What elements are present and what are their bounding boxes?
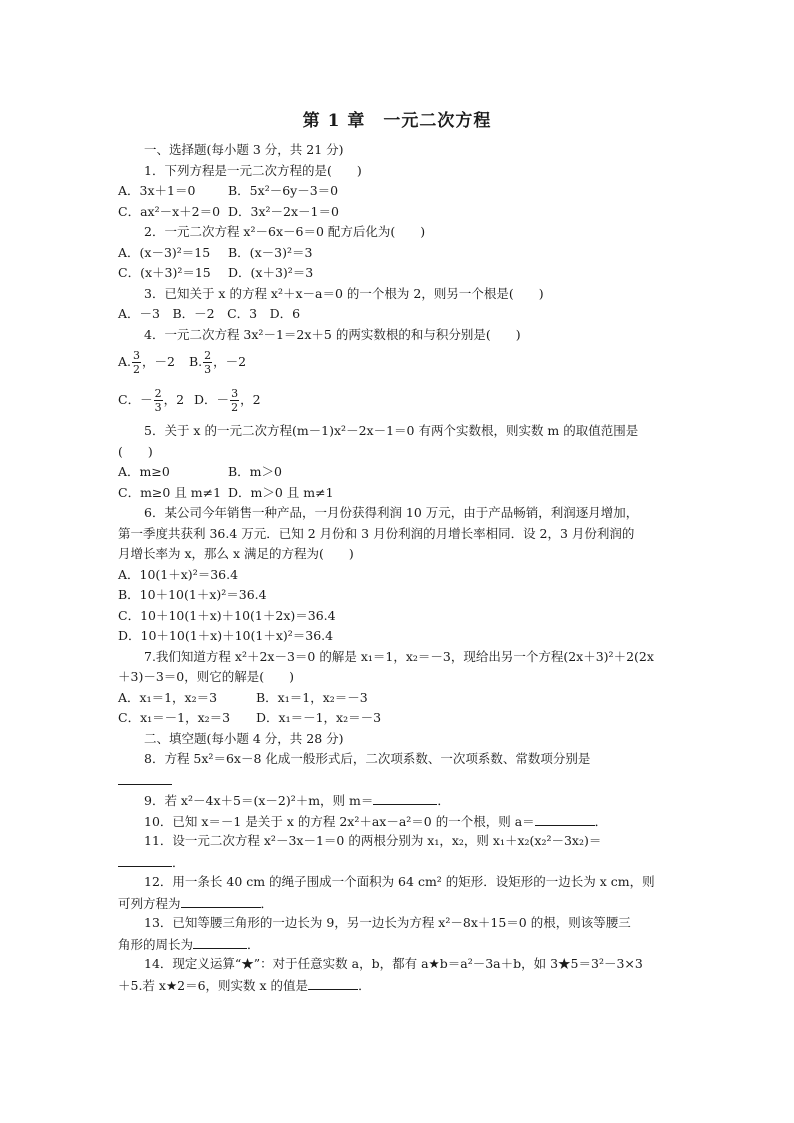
question-2-options-cd [118,263,678,284]
fraction [132,349,141,376]
question-14-end: ． [358,977,371,993]
option-d: D．3x²－2x－1＝0 [228,203,339,219]
option-c-rest: ，2 [163,392,185,407]
question-13-stem: 13．已知等腰三角形的一边长为 9，另一边长为方程 x²－8x＋15＝0 的根，则该等腰三 [144,915,631,930]
numerator: 2 [154,386,162,400]
question-10-end: ． [594,813,608,829]
question-12-end: ． [260,895,274,911]
question-8-stem: 8．方程 5x²＝6x－8 化成一般形式后，二次项系数、一次项系数、常数项分别是 [144,751,591,766]
question-12-answer-line [118,893,678,914]
option-b: B．10＋10(1＋x)²＝36.4 [118,587,267,602]
answer-blank[interactable] [373,790,437,805]
question-7-options-cd [118,708,678,729]
option-b: B．m＞0 [228,464,282,479]
question-12-stem: 12．用一条长 40 cm 的绳子围成一个面积为 64 cm² 的矩形．设矩形的一边长为 x cm，则 [144,874,655,889]
numerator: 3 [133,348,141,362]
question-1-stem: 1．下列方程是一元二次方程的是( ) [144,162,362,178]
option-a: A．10(1＋x)²＝36.4 [118,566,239,582]
question-9-end: ． [437,793,450,808]
question-13-stem-cont: 角形的周长为 [118,936,194,952]
question-7-stem-cont: ＋3)－3＝0，则它的解是( ) [118,669,294,684]
option-b: B．(x－3)²＝3 [228,244,313,260]
denominator: 2 [133,362,141,376]
answer-blank[interactable] [535,811,595,826]
question-13-answer-line [118,934,678,955]
question-2-stem: 2．一元二次方程 x²－6x－6＝0 配方后化为( ) [144,224,426,239]
option-d-label: D．－ [194,392,230,407]
fraction [154,387,163,414]
option-b: B．x₁＝1，x₂＝－3 [256,689,368,705]
question-1-options-cd [118,202,678,223]
question-9 [118,790,678,811]
fraction [203,349,212,376]
option-b-label: B. [188,354,203,369]
question-1-options-ab [118,181,678,202]
answer-blank[interactable] [181,893,261,908]
question-4-options-cd [118,383,678,417]
question-14-stem-cont: ＋5.若 x★2＝6，则实数 x 的值是 [118,977,309,993]
question-7-stem: 7.我们知道方程 x²＋2x－3＝0 的解是 x₁＝1，x₂＝－3，现给出另一个方程(2x＋3)²＋2(2x [144,648,654,664]
option-d-rest: ，2 [240,392,261,407]
denominator: 3 [154,400,162,414]
question-12-stem-cont: 可列方程为 [118,895,181,911]
section-heading-choice: 一、选择题(每小题 3 分，共 21 分) [144,142,344,157]
answer-blank[interactable] [118,770,172,785]
option-c: C．m≥0 且 m≠1 [118,484,222,500]
question-3-options: A．－3 B．－2 C．3 D．6 [118,306,301,321]
question-9-stem: 9．若 x²－4x＋5＝(x－2)²＋m，则 m＝ [144,793,374,808]
denominator: 3 [204,362,212,376]
question-5-options-cd [118,483,678,504]
option-a: A．(x－3)²＝15 [118,244,211,260]
question-14-answer-line [118,975,678,996]
question-3-stem: 3．已知关于 x 的方程 x²＋x－a＝0 的一个根为 2，则另一个根是( ) [144,285,544,301]
question-8-answer-line [118,770,678,791]
numerator: 3 [231,386,239,400]
option-d: D．m＞0 且 m≠1 [228,484,334,500]
question-10 [118,811,678,832]
option-a-label: A. [118,354,132,369]
option-c-label: C．－ [118,392,153,407]
option-c: C．(x＋3)²＝15 [118,265,211,280]
question-2-options-ab [118,243,678,264]
question-14-stem: 14．现定义运算“★”：对于任意实数 a，b，都有 a★b＝a²－3a＋b，如 3★5＝3²－3×3 [144,956,643,971]
option-d: D．(x＋3)²＝3 [228,265,314,280]
question-7-options-ab [118,688,678,709]
question-11-stem: 11．设一元二次方程 x²－3x－1＝0 的两根分别为 x₁，x₂，则 x₁＋x₂(x₂²－3x₂)＝ [144,833,602,848]
question-6-stem-cont: 第一季度共获利 36.4 万元．已知 2 月份和 3 月份利润的月增长率相同．设 2，3 月份利润的 [118,525,635,541]
option-d: D．10＋10(1＋x)＋10(1＋x)²＝36.4 [118,628,334,643]
question-4-options-ab [118,345,678,379]
numerator: 2 [204,348,212,362]
question-4-stem: 4．一元二次方程 3x²－1＝2x＋5 的两实数根的和与积分别是( ) [144,326,521,342]
question-5-stem-cont: ( ) [118,443,153,459]
question-10-stem: 10．已知 x＝－1 是关于 x 的方程 2x²＋ax－a²＝0 的一个根，则 a＝ [144,813,535,829]
answer-blank[interactable] [308,975,358,990]
option-b: B．5x²－6y－3＝0 [228,183,339,198]
question-6-stem-cont2: 月增长率为 x，那么 x 满足的方程为( ) [118,546,354,561]
option-d: D．x₁＝－1，x₂＝－3 [256,710,382,725]
question-13-end: ． [247,936,260,952]
question-5-options-ab [118,462,678,483]
option-b-rest: ，－2 [213,354,247,369]
answer-blank[interactable] [118,852,172,867]
answer-blank[interactable] [193,934,247,949]
option-a-rest: ，－2 [142,354,175,369]
option-a: A．m≥0 [118,464,170,479]
fraction [230,387,239,414]
section-heading-fill: 二、填空题(每小题 4 分，共 28 分) [144,730,344,746]
option-c: C．10＋10(1＋x)＋10(1＋2x)＝36.4 [118,607,336,623]
question-6-stem: 6．某公司今年销售一种产品，一月份获得利润 10 万元，由于产品畅销，利润逐月增加， [144,505,639,520]
denominator: 2 [231,400,239,414]
option-c: C．ax²－x＋2＝0 [118,203,221,219]
question-5-stem: 5．关于 x 的一元二次方程(m－1)x²－2x－1＝0 有两个实数根，则实数 m 的取值范围是 [144,423,639,438]
worksheet-content [118,140,678,995]
option-a: A．x₁＝1，x₂＝3 [118,689,218,705]
option-a: A．3x＋1＝0 [118,183,196,198]
question-11-answer-line [118,852,678,873]
chapter-title: 第 1 章 一元二次方程 [302,111,492,131]
question-11-end: ． [172,854,185,870]
option-c: C．x₁＝－1，x₂＝3 [118,710,231,725]
